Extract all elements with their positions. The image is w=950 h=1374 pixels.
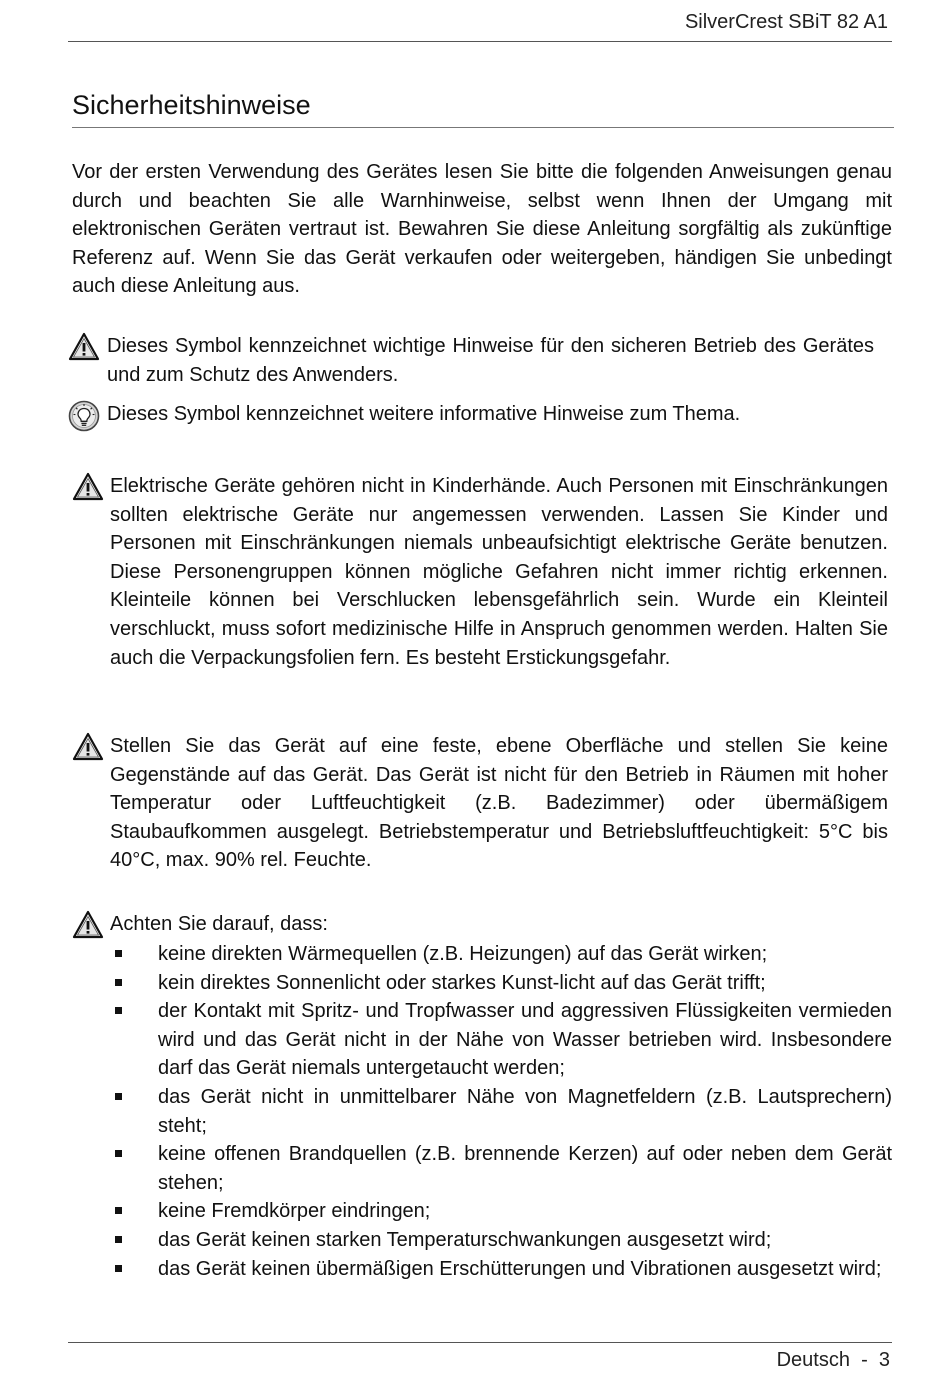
list-item — [112, 969, 892, 998]
list-item — [112, 1140, 892, 1197]
bullet-square-icon — [115, 979, 122, 986]
list-item — [112, 1226, 892, 1255]
legend-warning-text: Dieses Symbol kennzeichnet wichtige Hinweise für den sicheren Betrieb des Gerätes und zum Schutz des Anwenders. — [107, 335, 874, 386]
intro-paragraph: Vor der ersten Verwendung des Gerätes lesen Sie bitte die folgenden Anweisungen genau durch und beachten Sie alle Warnhinweise, selbst wenn Ihnen der Umgang mit elektronischen Geräten vertraut ist. Bewahren Sie diese Anleitung sorgfältig als zukünftige Referenz auf. Wenn Sie das Gerät verkaufen oder weitergeben, händigen Sie unbedingt auch diese Anleitung aus. — [72, 161, 892, 298]
header-title: SilverCrest SBiT 82 A1 — [684, 11, 888, 33]
warning-triangle-icon — [72, 910, 104, 944]
list-item — [112, 997, 892, 1083]
warning-triangle-icon — [72, 472, 104, 506]
list-item-text: keine direkten Wärmequellen (z.B. Heizungen) auf das Gerät wirken; — [158, 943, 768, 965]
list-item-text: kein direktes Sonnenlicht oder starkes Kunst-licht auf das Gerät trifft; — [158, 971, 766, 994]
list-item-text: keine offenen Brandquellen (z.B. brennende Kerzen) auf oder neben dem Gerät stehen; — [158, 1143, 892, 1194]
conditions-list — [112, 940, 892, 1283]
page-footer — [68, 1342, 892, 1371]
list-item — [112, 940, 892, 969]
warning-text: Stellen Sie das Gerät auf eine feste, ebene Oberfläche und stellen Sie keine Gegenstände auf das Gerät. Das Gerät ist nicht für den Betrieb in Räumen mit hoher Temperatur oder Luftfeuchtigkeit (z.B. Badezimmer) oder übermäßigem Staubaufkommen ausgelegt. Betriebstemperatur und Betriebsluftfeuchtigkeit: 5°C bis 40°C, max. 90% rel. Feuchte. — [110, 735, 888, 872]
bullet-square-icon — [115, 1265, 122, 1272]
list-item — [112, 1197, 892, 1226]
warning-triangle-icon — [72, 732, 104, 766]
footer-page-label: Deutsch - 3 — [776, 1349, 890, 1371]
warning-triangle-icon — [68, 332, 100, 366]
lightbulb-icon — [68, 400, 100, 437]
page-header — [68, 8, 892, 42]
list-item — [112, 1083, 892, 1140]
bullet-square-icon — [115, 1007, 122, 1014]
list-item-text: das Gerät keinen starken Temperaturschwankungen ausgesetzt wird; — [158, 1228, 772, 1251]
bullet-square-icon — [115, 950, 122, 957]
bullet-square-icon — [115, 1207, 122, 1214]
bullet-square-icon — [115, 1236, 122, 1243]
warning-text: Achten Sie darauf, dass: — [110, 913, 328, 935]
list-item — [112, 1255, 892, 1284]
list-item-text: keine Fremdkörper eindringen; — [158, 1200, 431, 1223]
bullet-square-icon — [115, 1150, 122, 1157]
list-item-text: das Gerät nicht in unmittelbarer Nähe von Magnetfeldern (z.B. Lautsprechern) steht; — [158, 1085, 892, 1137]
list-item-text: der Kontakt mit Spritz- und Tropfwasser und aggressiven Flüssigkeiten vermieden wird und das Gerät nicht in der Nähe von Wasser betrieben wird. Insbesondere darf das Gerät niemals untergetaucht werden; — [158, 1000, 892, 1080]
list-item-text: das Gerät keinen übermäßigen Erschütterungen und Vibrationen ausgesetzt wird; — [158, 1257, 882, 1280]
section-title: Sicherheitshinweise — [72, 90, 894, 128]
warning-text: Elektrische Geräte gehören nicht in Kinderhände. Auch Personen mit Einschränkungen sollten elektrische Geräte nur angemessen verwenden. Lassen Sie Kinder und Personen mit Einschränkungen niemals unbeaufsichtigt elektrische Geräte benutzen. Diese Personengruppen können mögliche Gefahren nicht immer richtig erkennen. Kleinteile können bei Verschlucken lebensgefährlich sein. Wurde ein Kleinteil verschluckt, muss sofort medizinische Hilfe in Anspruch genommen werden. Halten Sie auch die Verpackungsfolien fern. Es besteht Erstickungsgefahr. — [110, 475, 888, 669]
bullet-square-icon — [115, 1093, 122, 1100]
legend-info-text: Dieses Symbol kennzeichnet weitere informative Hinweise zum Thema. — [107, 403, 741, 425]
